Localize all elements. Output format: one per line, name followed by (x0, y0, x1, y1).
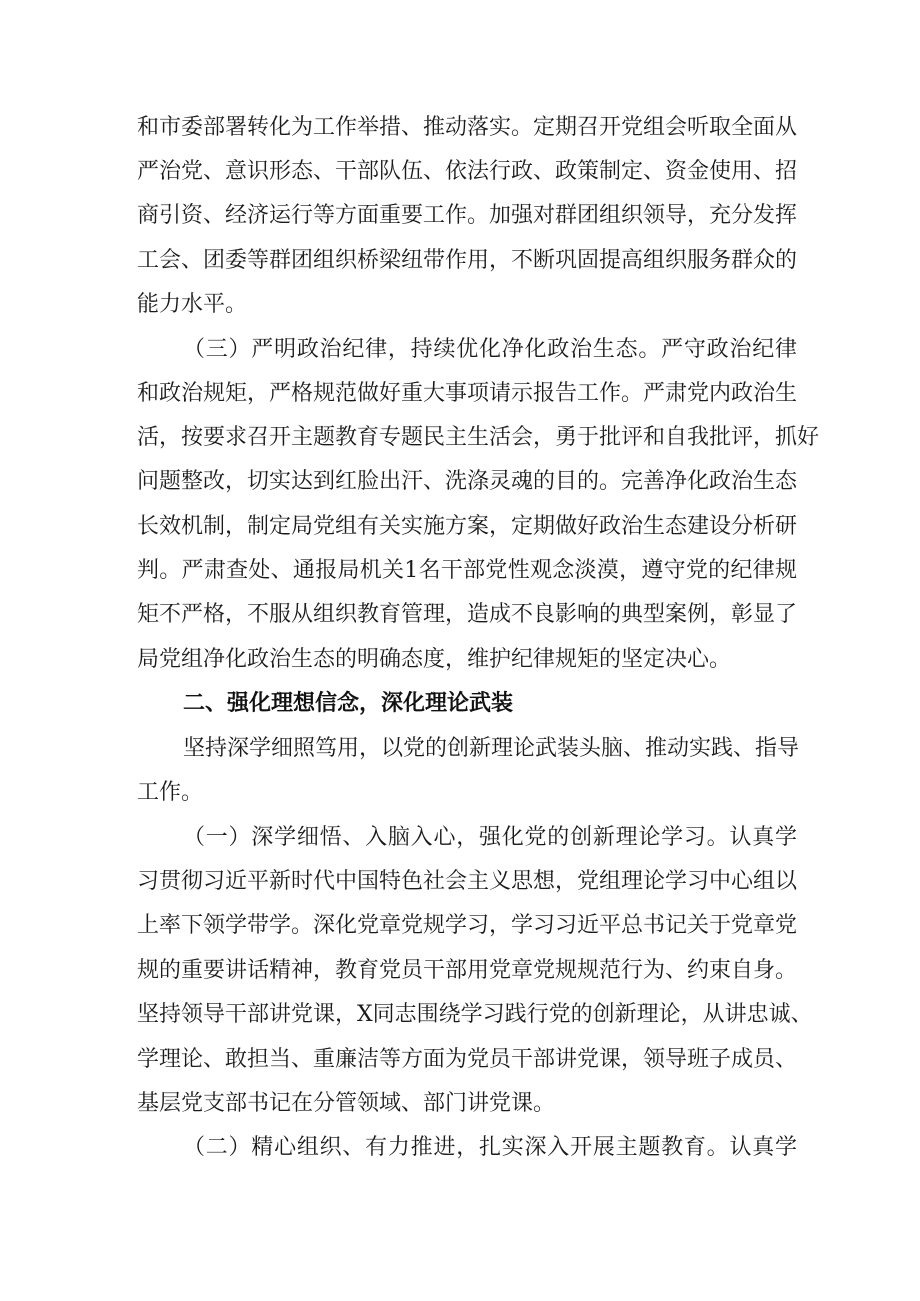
paragraph-line: 严治党、意识形态、干部队伍、依法行政、政策制定、资金使用、招 (137, 159, 798, 184)
paragraph-line: 上率下领学带学。深化党章党规学习，学习习近平总书记关于党章党 (137, 913, 798, 938)
paragraph-line: 活，按要求召开主题教育专题民主生活会，勇于批评和自我批评，抓好 (137, 425, 820, 450)
paragraph-line: 矩不严格，不服从组织教育管理，造成不良影响的典型案例，彰显了 (137, 602, 798, 627)
paragraph-line: （二）精心组织、有力推进，扎实深入开展主题教育。认真学 (183, 1135, 797, 1160)
paragraph-line: 和政治规矩，严格规范做好重大事项请示报告工作。严肃党内政治生 (137, 381, 798, 406)
paragraph-line: 习贯彻习近平新时代中国特色社会主义思想，党组理论学习中心组以 (137, 869, 798, 894)
paragraph-line: 能力水平。 (137, 292, 248, 317)
paragraph-line: 工作。 (137, 780, 204, 805)
section-heading: 二、强化理想信念，深化理论武装 (183, 691, 514, 716)
paragraph-line: 工会、团委等群团组织桥梁纽带作用，不断巩固提高组织服务群众的 (137, 248, 798, 273)
paragraph-line: 判。严肃查处、通报局机关1名干部党性观念淡漠，遵守党的纪律规 (137, 558, 797, 583)
paragraph-line: 坚持领导干部讲党课，X同志围绕学习践行党的创新理论，从讲忠诚、 (137, 1002, 813, 1027)
paragraph-line: 规的重要讲话精神，教育党员干部用党章党规规范行为、约束自身。 (137, 958, 798, 983)
paragraph-line: （一）深学细悟、入脑入心，强化党的创新理论学习。认真学 (183, 825, 797, 850)
paragraph-line: 基层党支部书记在分管领域、部门讲党课。 (137, 1091, 556, 1116)
paragraph-line: 长效机制，制定局党组有关实施方案，定期做好政治生态建设分析研 (137, 514, 798, 539)
paragraph-line: 问题整改，切实达到红脸出汗、洗涤灵魂的目的。完善净化政治生态 (137, 469, 798, 494)
paragraph-line: 坚持深学细照笃用，以党的创新理论武装头脑、推动实践、指导 (183, 736, 800, 761)
paragraph-line: （三）严明政治纪律，持续优化净化政治生态。严守政治纪律 (183, 337, 797, 362)
paragraph-line: 局党组净化政治生态的明确态度，维护纪律规矩的坚定决心。 (137, 647, 732, 672)
paragraph-line: 学理论、敢担当、重廉洁等方面为党员干部讲党课，领导班子成员、 (137, 1047, 798, 1072)
paragraph-line: 商引资、经济运行等方面重要工作。加强对群团组织领导，充分发挥 (137, 203, 798, 228)
paragraph-line: 和市委部署转化为工作举措、推动落实。定期召开党组会听取全面从 (137, 115, 798, 140)
